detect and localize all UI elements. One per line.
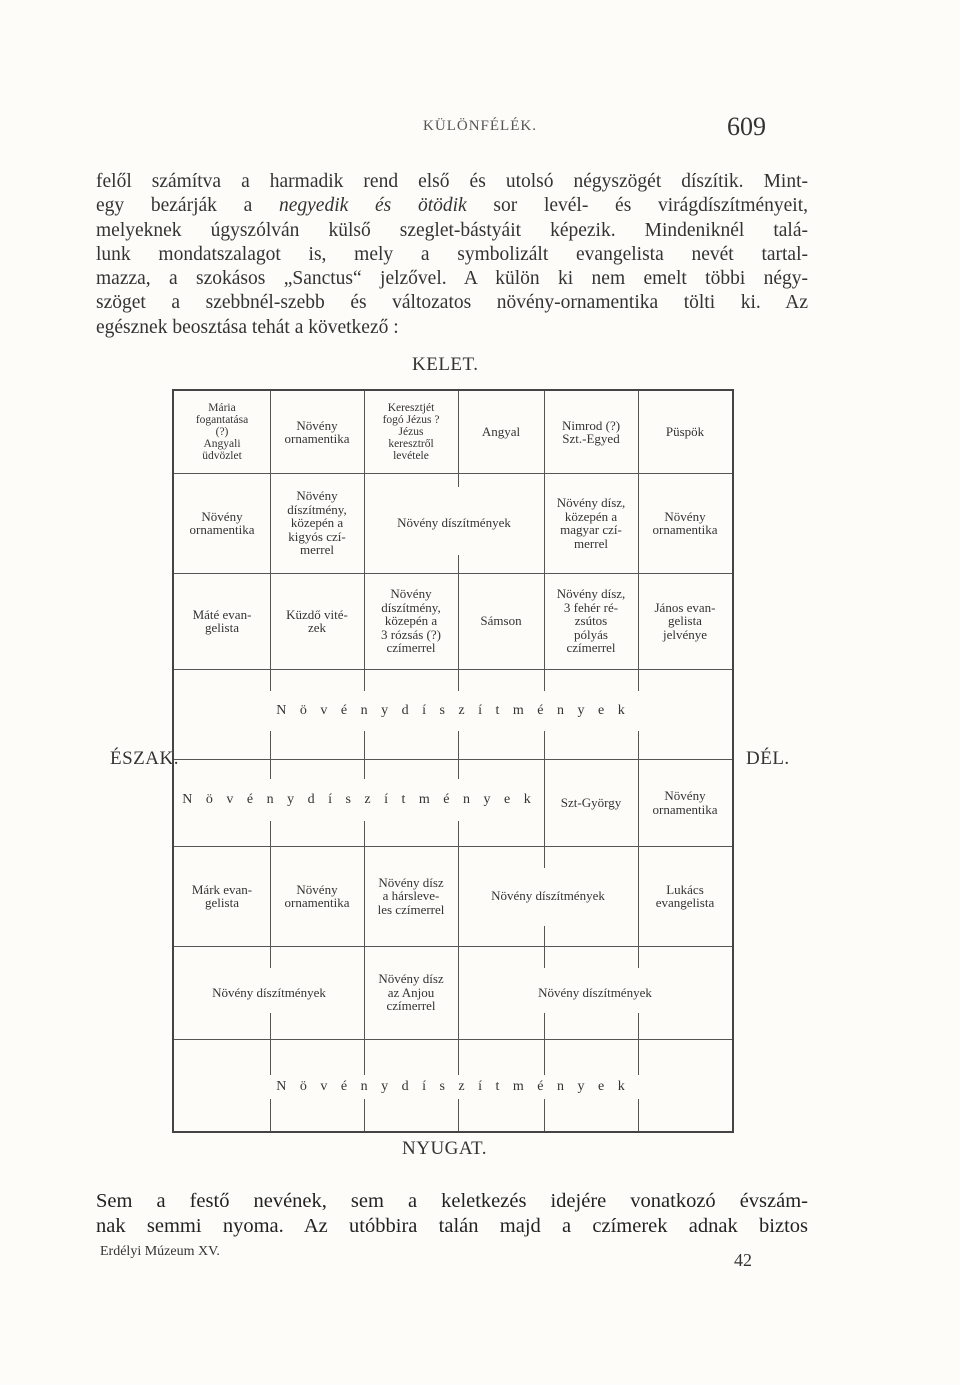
grid-line	[458, 1039, 459, 1075]
page-number: 609	[727, 112, 766, 141]
cell-r2-c2: Növény díszítmény, közepén a kigyós czí- merrel	[287, 488, 347, 558]
grid-line	[364, 1039, 365, 1075]
grid-line	[364, 669, 365, 691]
intro-line-2-after: sor levél- és virágdíszítményeit,	[466, 195, 809, 217]
closing-paragraph	[96, 1189, 808, 1239]
grid-line	[270, 1039, 271, 1075]
grid-line	[270, 1099, 271, 1131]
cell-r1-c1: Mária fogantatása (?) Angyali üdvözlet	[195, 402, 249, 462]
ceiling-layout-grid	[172, 389, 734, 1133]
intro-line-1: felől számítva a harmadik rend első és utolsó négyszögét díszítik. Mint-	[96, 171, 808, 192]
grid-line	[364, 821, 365, 846]
running-title: KÜLÖNFÉLÉK.	[423, 118, 537, 134]
cell-r2-c1: Növény ornamentika	[189, 508, 255, 537]
grid-line	[364, 731, 365, 759]
grid-line	[364, 759, 365, 779]
grid-line	[638, 669, 639, 691]
cell-r1-c4: Angyal	[481, 424, 521, 440]
cell-r3-c5: Növény dísz, 3 fehér ré- zsútos pólyás czímerrel	[556, 586, 626, 656]
footer-source: Erdélyi Múzeum XV.	[100, 1244, 220, 1259]
intro-paragraph	[96, 170, 808, 340]
intro-line-6: szöget a szebbnél-szebb és változatos növény-ornamentika tölti ki. Az	[96, 292, 808, 314]
grid-line	[270, 731, 271, 759]
direction-south: DÉL.	[746, 748, 790, 769]
intro-line-4: lunk mondatszalagot is, mely a symbolizált evangelista nevét tartal-	[96, 243, 808, 265]
direction-north: ÉSZAK.	[110, 748, 179, 769]
cell-r3-c3: Növény díszítmény, közepén a 3 rózsás (?) czímerrel	[381, 586, 441, 656]
grid-line	[270, 821, 271, 846]
grid-line	[544, 669, 545, 691]
cell-r1-c6: Püspök	[665, 424, 705, 440]
intro-line-3: melyeknek úgyszólván külső szeglet-bástyáit képezik. Mindeniknél talá-	[96, 219, 808, 241]
cell-r5-band: N ö v é n y d í s z í t m é n y e k	[182, 792, 536, 808]
cell-r7-c1: Növény díszítmények	[212, 984, 326, 1000]
cell-r4-band: N ö v é n y d í s z í t m é n y e k	[276, 703, 630, 719]
grid-line	[174, 1039, 732, 1040]
grid-line	[458, 759, 459, 779]
grid-line	[544, 731, 545, 759]
footer-signature: 42	[734, 1250, 752, 1270]
cell-r6-c2: Növény ornamentika	[284, 881, 350, 910]
grid-line	[458, 1099, 459, 1131]
grid-line	[638, 1039, 639, 1075]
cell-r7-c2: Növény dísz az Anjou czímerrel	[378, 971, 444, 1014]
grid-line	[270, 669, 271, 691]
grid-line	[544, 1039, 545, 1075]
grid-line	[544, 1099, 545, 1131]
intro-line-7: egésznek beosztása tehát a következő :	[96, 316, 399, 338]
cell-r8-band: N ö v é n y d í s z í t m é n y e k	[276, 1079, 630, 1095]
cell-r2-c5: Növény ornamentika	[652, 508, 718, 537]
cell-r1-c5: Nimrod (?) Szt.-Egyed	[561, 417, 621, 446]
grid-line	[174, 669, 732, 670]
cell-r5-c2: Szt-György	[560, 794, 622, 810]
outro-line-2: nak semmi nyoma. Az utóbbira talán majd a czímerek adnak biztos	[96, 1215, 808, 1237]
cell-r1-c2: Növény ornamentika	[284, 417, 350, 446]
grid-line	[364, 1099, 365, 1131]
direction-east: KELET.	[412, 354, 479, 375]
cell-r1-c3: Keresztjét fogó Jézus ? Jézus keresztről levétele	[382, 402, 440, 462]
cell-r2-c3: Növény díszítmények	[397, 515, 511, 531]
cell-r6-c1: Márk evan- gelista	[191, 881, 253, 910]
grid-line	[638, 1099, 639, 1131]
cell-r3-c6: János evan- gelista jelvénye	[654, 599, 716, 642]
cell-r5-c3: Növény ornamentika	[652, 788, 718, 817]
intro-line-5: mazza, a szokásos „Sanctus“ jelzővel. A külön ki nem emelt többi négy-	[96, 268, 808, 290]
cell-r6-c5: Lukács evangelista	[655, 881, 715, 910]
grid-line	[458, 731, 459, 759]
cell-r3-c2: Küzdő vité- zek	[286, 606, 348, 635]
cell-r6-c4: Növény díszítmények	[491, 888, 605, 904]
intro-line-2-before: egy bezárják a	[96, 195, 279, 217]
cell-r3-c1: Máté evan- gelista	[192, 606, 252, 635]
grid-line	[458, 669, 459, 691]
outro-line-1: Sem a festő nevének, sem a keletkezés idejére vonatkozó évszám-	[96, 1190, 808, 1212]
cell-r7-c3: Növény díszítmények	[538, 984, 652, 1000]
grid-line	[458, 821, 459, 846]
grid-line	[270, 759, 271, 779]
intro-line-2-italic: negyedik és ötödik	[278, 195, 467, 217]
cell-r2-c4: Növény dísz, közepén a magyar czí- merrel	[556, 495, 626, 551]
direction-west: NYUGAT.	[402, 1138, 487, 1159]
cell-r3-c4: Sámson	[480, 613, 522, 629]
cell-r6-c3: Növény dísz a hársleve- les czímerrel	[377, 874, 445, 917]
grid-line	[638, 731, 639, 759]
intro-line-2	[96, 194, 808, 218]
